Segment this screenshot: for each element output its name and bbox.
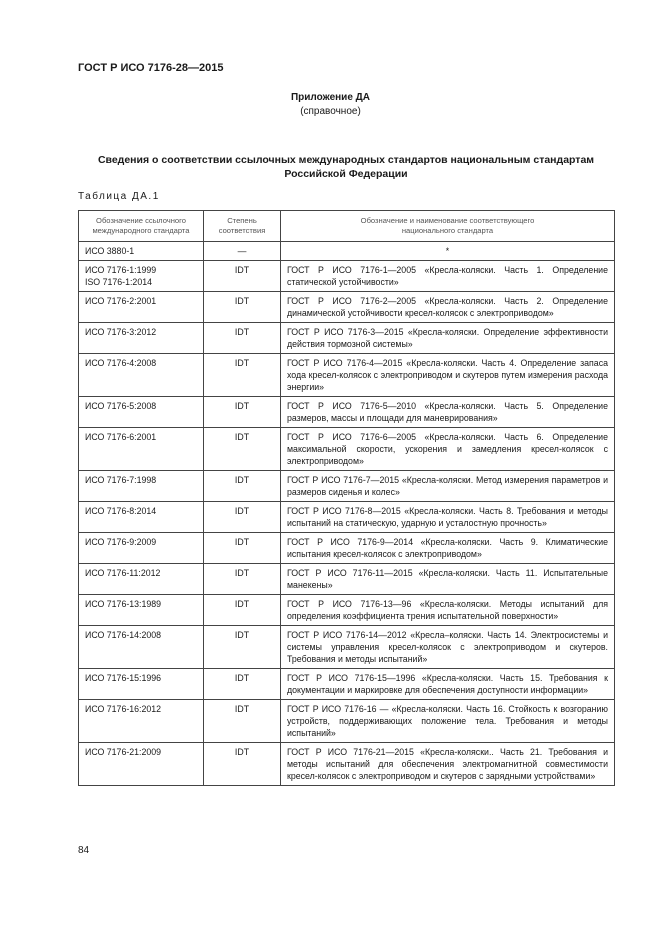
table-row (79, 292, 615, 323)
cell-degree: IDT (204, 292, 281, 323)
table-row (79, 397, 615, 428)
cell-international-standard: ИСО 7176-13:1989 (79, 595, 204, 626)
cell-degree: IDT (204, 743, 281, 786)
cell-national-standard: ГОСТ Р ИСО 7176-3—2015 «Кресла-коляски. Определение эффективности действия тормозной системы» (281, 323, 615, 354)
document-header: ГОСТ Р ИСО 7176-28—2015 (78, 62, 224, 74)
cell-national-standard: ГОСТ Р ИСО 7176-13—96 «Кресла-коляски. Методы испытаний для определения коэффициента трения испытательной поверхности» (281, 595, 615, 626)
correspondence-table (78, 210, 615, 786)
table-row (79, 564, 615, 595)
cell-national-standard: ГОСТ Р ИСО 7176-9—2014 «Кресла-коляски. Часть 9. Климатические испытания кресел-колясок с электроприводом» (281, 533, 615, 564)
table-row (79, 261, 615, 292)
table-row (79, 743, 615, 786)
cell-degree: IDT (204, 261, 281, 292)
cell-international-standard: ИСО 7176-11:2012 (79, 564, 204, 595)
header-international-standard: Обозначение ссылочного международного стандарта (79, 211, 204, 242)
section-title: Сведения о соответствии ссылочных международных стандартов национальным стандартам Российской Федерации (97, 154, 595, 180)
cell-national-standard: ГОСТ Р ИСО 7176-15—1996 «Кресла-коляски. Часть 15. Требования к документации и маркировке для обеспечения доступности информации» (281, 669, 615, 700)
table-caption: Таблица ДА.1 (78, 191, 160, 202)
table-row (79, 595, 615, 626)
cell-national-standard: ГОСТ Р ИСО 7176-14—2012 «Кресла–коляски. Часть 14. Электросистемы и системы управления кресел-колясок с электроприводом и скутеров. Требования и методы испытаний» (281, 626, 615, 669)
cell-degree: IDT (204, 533, 281, 564)
cell-degree: IDT (204, 626, 281, 669)
cell-national-standard: ГОСТ Р ИСО 7176-11—2015 «Кресла-коляски. Часть 11. Испытательные манекены» (281, 564, 615, 595)
appendix-subtitle: (справочное) (300, 106, 361, 117)
cell-national-standard: ГОСТ Р ИСО 7176-8—2015 «Кресла-коляски. Часть 8. Требования и методы испытаний на статическую, ударную и усталостную прочность» (281, 502, 615, 533)
cell-degree: — (204, 242, 281, 261)
table-row (79, 354, 615, 397)
cell-international-standard: ИСО 7176-8:2014 (79, 502, 204, 533)
cell-international-standard: ИСО 7176-4:2008 (79, 354, 204, 397)
table-row (79, 471, 615, 502)
cell-national-standard: ГОСТ Р ИСО 7176-5—2010 «Кресла-коляски. Часть 5. Определение размеров, массы и площади для маневрирования» (281, 397, 615, 428)
table-row (79, 533, 615, 564)
cell-international-standard: ИСО 7176-14:2008 (79, 626, 204, 669)
cell-degree: IDT (204, 428, 281, 471)
table-row (79, 626, 615, 669)
table-header-row (79, 211, 615, 242)
header-degree: Степень соответствия (204, 211, 281, 242)
cell-national-standard: ГОСТ Р ИСО 7176-7—2015 «Кресла-коляски. Метод измерения параметров и размеров сиденья и колес» (281, 471, 615, 502)
cell-degree: IDT (204, 502, 281, 533)
table-row (79, 323, 615, 354)
cell-national-standard: ГОСТ Р ИСО 7176-6—2005 «Кресла-коляски. Часть 6. Определение максимальной скорости, ускорения и замедления кресел-колясок с электроприводом» (281, 428, 615, 471)
cell-degree: IDT (204, 595, 281, 626)
cell-international-standard: ИСО 7176-5:2008 (79, 397, 204, 428)
cell-international-standard: ИСО 7176-6:2001 (79, 428, 204, 471)
table-row (79, 502, 615, 533)
cell-international-standard: ИСО 7176-16:2012 (79, 700, 204, 743)
cell-degree: IDT (204, 700, 281, 743)
appendix-title: Приложение ДА (290, 92, 371, 103)
cell-national-standard: ГОСТ Р ИСО 7176-16 — «Кресла-коляски. Часть 16. Стойкость к возгоранию устройств, поддерживающих положение тела. Требования и методы испытаний» (281, 700, 615, 743)
cell-degree: IDT (204, 471, 281, 502)
cell-degree: IDT (204, 669, 281, 700)
cell-national-standard: * (281, 242, 615, 261)
page-number: 84 (78, 845, 90, 856)
table-row (79, 242, 615, 261)
cell-degree: IDT (204, 564, 281, 595)
cell-national-standard: ГОСТ Р ИСО 7176-2—2005 «Кресла-коляски. Часть 2. Определение динамической устойчивости кресел-колясок с электроприводом» (281, 292, 615, 323)
cell-national-standard: ГОСТ Р ИСО 7176-1—2005 «Кресла-коляски. Часть 1. Определение статической устойчивости» (281, 261, 615, 292)
cell-international-standard: ИСО 7176-15:1996 (79, 669, 204, 700)
cell-degree: IDT (204, 354, 281, 397)
cell-degree: IDT (204, 397, 281, 428)
cell-national-standard: ГОСТ Р ИСО 7176-21—2015 «Кресла-коляски.. Часть 21. Требования и методы испытаний для обеспечения электромагнитной совместимости кресел-колясок с электроприводом и скутеров с зарядными устройствами» (281, 743, 615, 786)
cell-international-standard: ИСО 3880-1 (79, 242, 204, 261)
cell-international-standard: ИСО 7176-9:2009 (79, 533, 204, 564)
cell-national-standard: ГОСТ Р ИСО 7176-4—2015 «Кресла-коляски. Часть 4. Определение запаса хода кресел-колясок с электроприводом и скутеров путем измерения расхода энергии» (281, 354, 615, 397)
table-row (79, 669, 615, 700)
table-row (79, 428, 615, 471)
cell-international-standard: ИСО 7176-2:2001 (79, 292, 204, 323)
header-national-standard: Обозначение и наименование соответствующего национального стандарта (281, 211, 615, 242)
cell-degree: IDT (204, 323, 281, 354)
cell-international-standard: ИСО 7176-7:1998 (79, 471, 204, 502)
table-row (79, 700, 615, 743)
table-body (79, 242, 615, 786)
cell-international-standard: ИСО 7176-3:2012 (79, 323, 204, 354)
cell-international-standard: ИСО 7176-1:1999 ISO 7176-1:2014 (79, 261, 204, 292)
cell-international-standard: ИСО 7176-21:2009 (79, 743, 204, 786)
